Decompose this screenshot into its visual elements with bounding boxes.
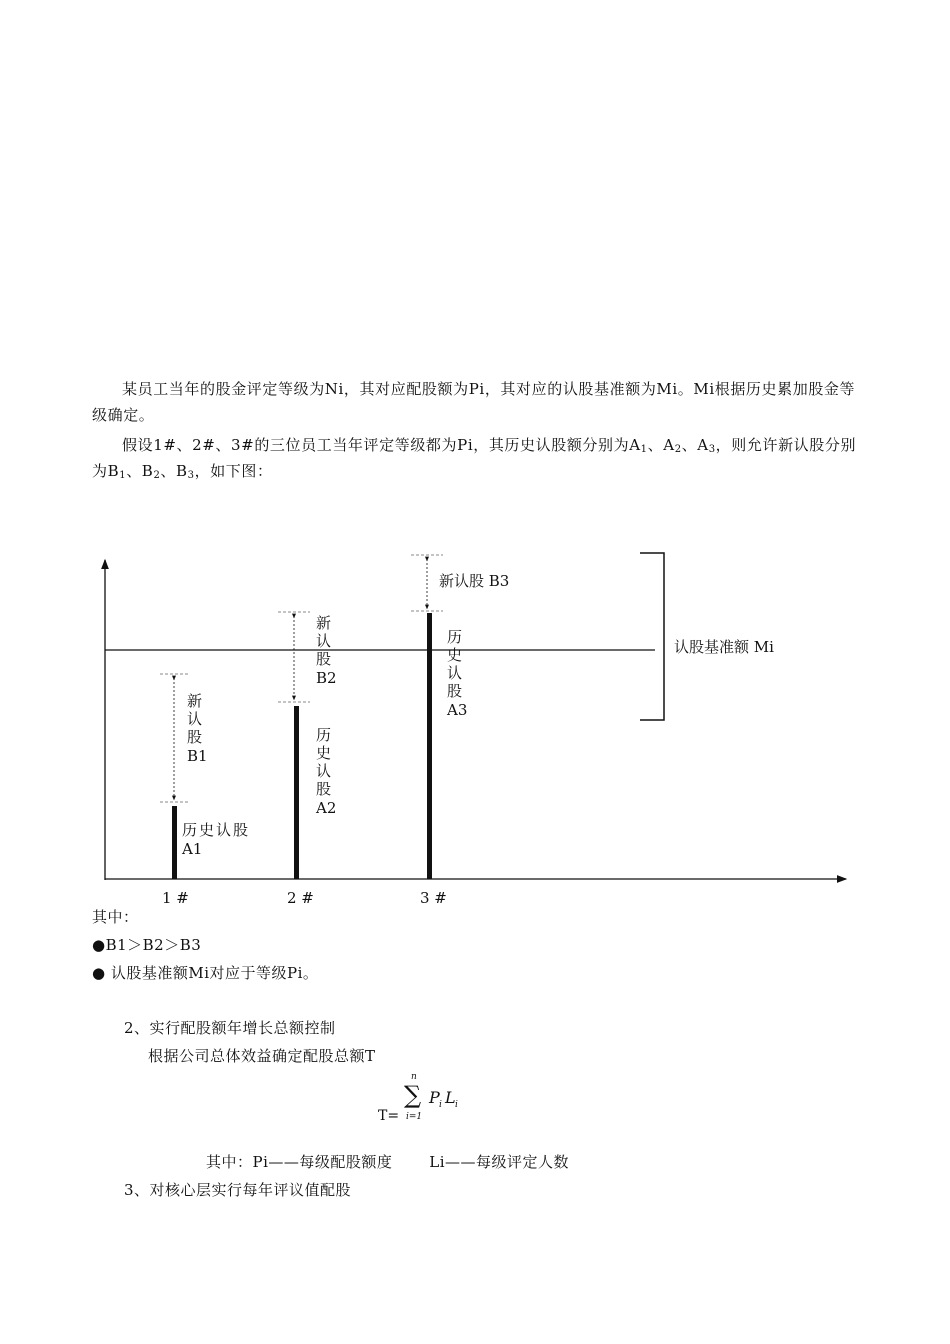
formula-lhs: T=	[378, 1108, 400, 1124]
bar-employee-1	[172, 806, 177, 879]
label-employee-1: 1 #	[162, 889, 189, 907]
bar-employee-2	[294, 706, 299, 879]
subscript: 3	[708, 444, 716, 455]
subscript: 1	[640, 444, 648, 455]
total-formula	[376, 1068, 476, 1128]
paragraph-1-text: 某员工当年的股金评定等级为Ni，其对应配股额为Pi，其对应的认股基准额为Mi。Mi根据历史累加股金等级确定。	[92, 380, 856, 424]
formula-sigma: ∑	[404, 1081, 422, 1109]
label-b1-1: 新	[187, 692, 203, 710]
label-employee-3: 3 #	[420, 889, 447, 907]
label-b2-4: B2	[316, 669, 337, 687]
paragraph-2-text: 假设1#、2#、3#的三位员工当年评定等级都为Pi，其历史认股额分别为A	[122, 436, 641, 454]
notes-heading: 其中：	[92, 908, 139, 926]
label-employee-2: 2 #	[287, 889, 314, 907]
note-bullet-1: ●B1＞B2＞B3	[92, 936, 202, 954]
label-b2-3: 股	[316, 650, 332, 668]
label-b3: 新认股 B3	[439, 572, 510, 590]
label-a2-4: 股	[316, 780, 332, 798]
paragraph-2-text: ，则允许新认股分别为B	[92, 436, 857, 480]
label-b2-1: 新	[316, 614, 332, 632]
label-a1-line1: 历史认股	[182, 821, 251, 839]
subscript: 1	[119, 470, 127, 481]
note-bullet-2: ● 认股基准额Mi对应于等级Pi。	[92, 964, 319, 982]
formula-legend: 其中：Pi——每级配股额度 Li——每级评定人数	[206, 1153, 570, 1171]
label-a3-4: 股	[447, 682, 463, 700]
label-a3-3: 认	[447, 664, 463, 682]
formula-l: L	[445, 1088, 456, 1107]
section-2-title: 2、实行配股额年增长总额控制	[124, 1019, 336, 1037]
section-3-title: 3、对核心层实行每年评议值配股	[124, 1181, 352, 1199]
label-a3-5: A3	[447, 701, 468, 719]
label-a2-2: 史	[316, 744, 332, 762]
label-a2-3: 认	[316, 762, 332, 780]
label-a2-1: 历	[316, 726, 332, 744]
label-baseline: 认股基准额 Mi	[674, 638, 774, 656]
formula-n: n	[411, 1072, 417, 1082]
label-b2-2: 认	[316, 632, 332, 650]
label-a3-1: 历	[447, 628, 463, 646]
paragraph-2-text: 、A	[681, 436, 709, 454]
formula-lower: i=1	[406, 1112, 423, 1122]
subscript: 3	[187, 470, 195, 481]
formula-p: P	[429, 1088, 440, 1107]
baseline-bracket	[640, 553, 664, 720]
section-2-line: 根据公司总体效益确定配股总额T	[148, 1047, 376, 1065]
label-b1-2: 认	[187, 710, 203, 728]
label-a1-line2: A1	[182, 840, 203, 858]
paragraph-2-text: 、B	[126, 462, 154, 480]
label-b1-3: 股	[187, 728, 203, 746]
paragraph-2-text: 、B	[160, 462, 188, 480]
subscript: 2	[153, 470, 161, 481]
formula-p-sub: i	[439, 1100, 442, 1110]
bar-employee-3	[427, 613, 432, 879]
label-a3-2: 史	[447, 646, 463, 664]
subscript: 2	[674, 444, 682, 455]
paragraph-2-text: ，如下图：	[194, 462, 273, 480]
label-a2-5: A2	[316, 799, 337, 817]
label-b1-4: B1	[187, 747, 208, 765]
formula-l-sub: i	[455, 1100, 458, 1110]
paragraph-2-text: 、A	[647, 436, 675, 454]
